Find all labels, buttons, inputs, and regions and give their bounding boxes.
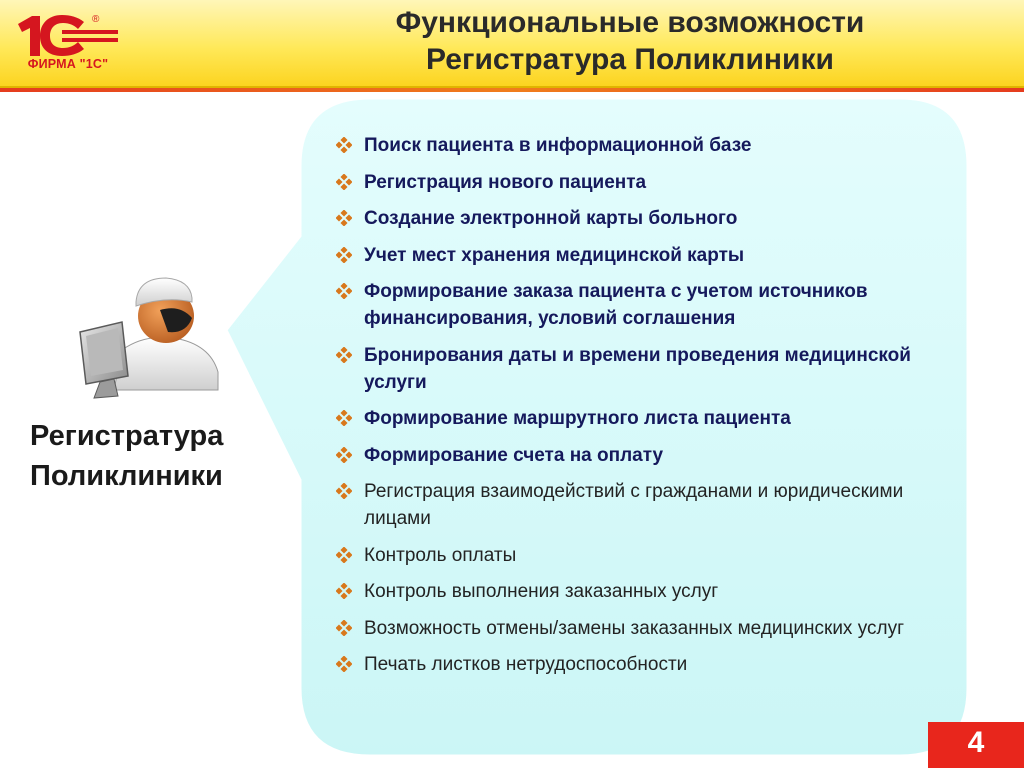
feature-list-item — [334, 205, 934, 232]
page-number: 4 — [967, 726, 985, 759]
feature-list-item — [334, 132, 934, 159]
diamond-bullet-icon — [336, 583, 352, 599]
feature-list-item-text: Учет мест хранения медицинской карты — [364, 244, 745, 266]
feature-list-item-text: Формирование маршрутного листа пациента — [364, 408, 791, 429]
diamond-bullet-icon — [336, 174, 352, 190]
feature-list-item — [334, 651, 934, 678]
feature-list-item — [334, 169, 934, 196]
feature-list-item — [334, 615, 934, 642]
diamond-bullet-icon — [336, 410, 352, 426]
feature-list-item — [334, 242, 934, 269]
feature-list-item-text: Печать листков нетрудоспособности — [364, 654, 688, 675]
feature-list-item-text: Контроль выполнения заказанных услуг — [364, 581, 719, 602]
diamond-bullet-icon — [336, 247, 352, 263]
feature-list-item-text: Возможность отмены/замены заказанных медицинских услуг — [364, 617, 905, 639]
diamond-bullet-icon — [336, 283, 352, 299]
title-line-2: Регистратура Поликлиники — [426, 43, 834, 76]
feature-list-item — [334, 578, 934, 605]
feature-list-item-text: Регистрация нового пациента — [364, 171, 647, 193]
feature-list-item — [334, 405, 934, 432]
diamond-bullet-icon — [336, 210, 352, 226]
feature-list-item-text: Формирование заказа пациента с учетом источников финансирования, условий соглашения — [364, 281, 868, 329]
feature-list-item-text: Бронирования даты и времени проведения медицинской услуги — [364, 344, 911, 393]
diamond-bullet-icon — [336, 656, 352, 672]
diamond-bullet-icon — [336, 483, 352, 499]
feature-list-item — [334, 542, 934, 569]
feature-list-item — [334, 442, 934, 469]
feature-list-item-text: Создание электронной карты больного — [364, 208, 738, 229]
role-label-line-1: Регистратура — [30, 420, 224, 452]
diamond-bullet-icon — [336, 620, 352, 636]
feature-list-item-text: Формирование счета на оплату — [364, 444, 664, 466]
feature-list-item-text: Поиск пациента в информационной базе — [364, 135, 752, 156]
role-label — [30, 416, 270, 496]
feature-list — [334, 132, 934, 688]
diamond-bullet-icon — [336, 137, 352, 153]
page-number-badge — [928, 722, 1024, 768]
feature-list-item — [334, 342, 934, 396]
feature-list-item-text: Регистрация взаимодействий с гражданами и юридическими лицами — [364, 481, 904, 529]
feature-list-item — [334, 478, 934, 532]
diamond-bullet-icon — [336, 447, 352, 463]
diamond-bullet-icon — [336, 347, 352, 363]
title-line-1: Функциональные возможности — [395, 6, 865, 39]
logo-caption: ФИРМА "1С" — [27, 57, 109, 71]
role-label-line-2: Поликлиники — [30, 460, 223, 492]
feature-list-item-text: Контроль оплаты — [364, 544, 517, 566]
diamond-bullet-icon — [336, 547, 352, 563]
logo-registered-mark: ® — [92, 14, 100, 25]
feature-list-item — [334, 278, 934, 332]
receptionist-at-computer-icon — [74, 272, 224, 402]
